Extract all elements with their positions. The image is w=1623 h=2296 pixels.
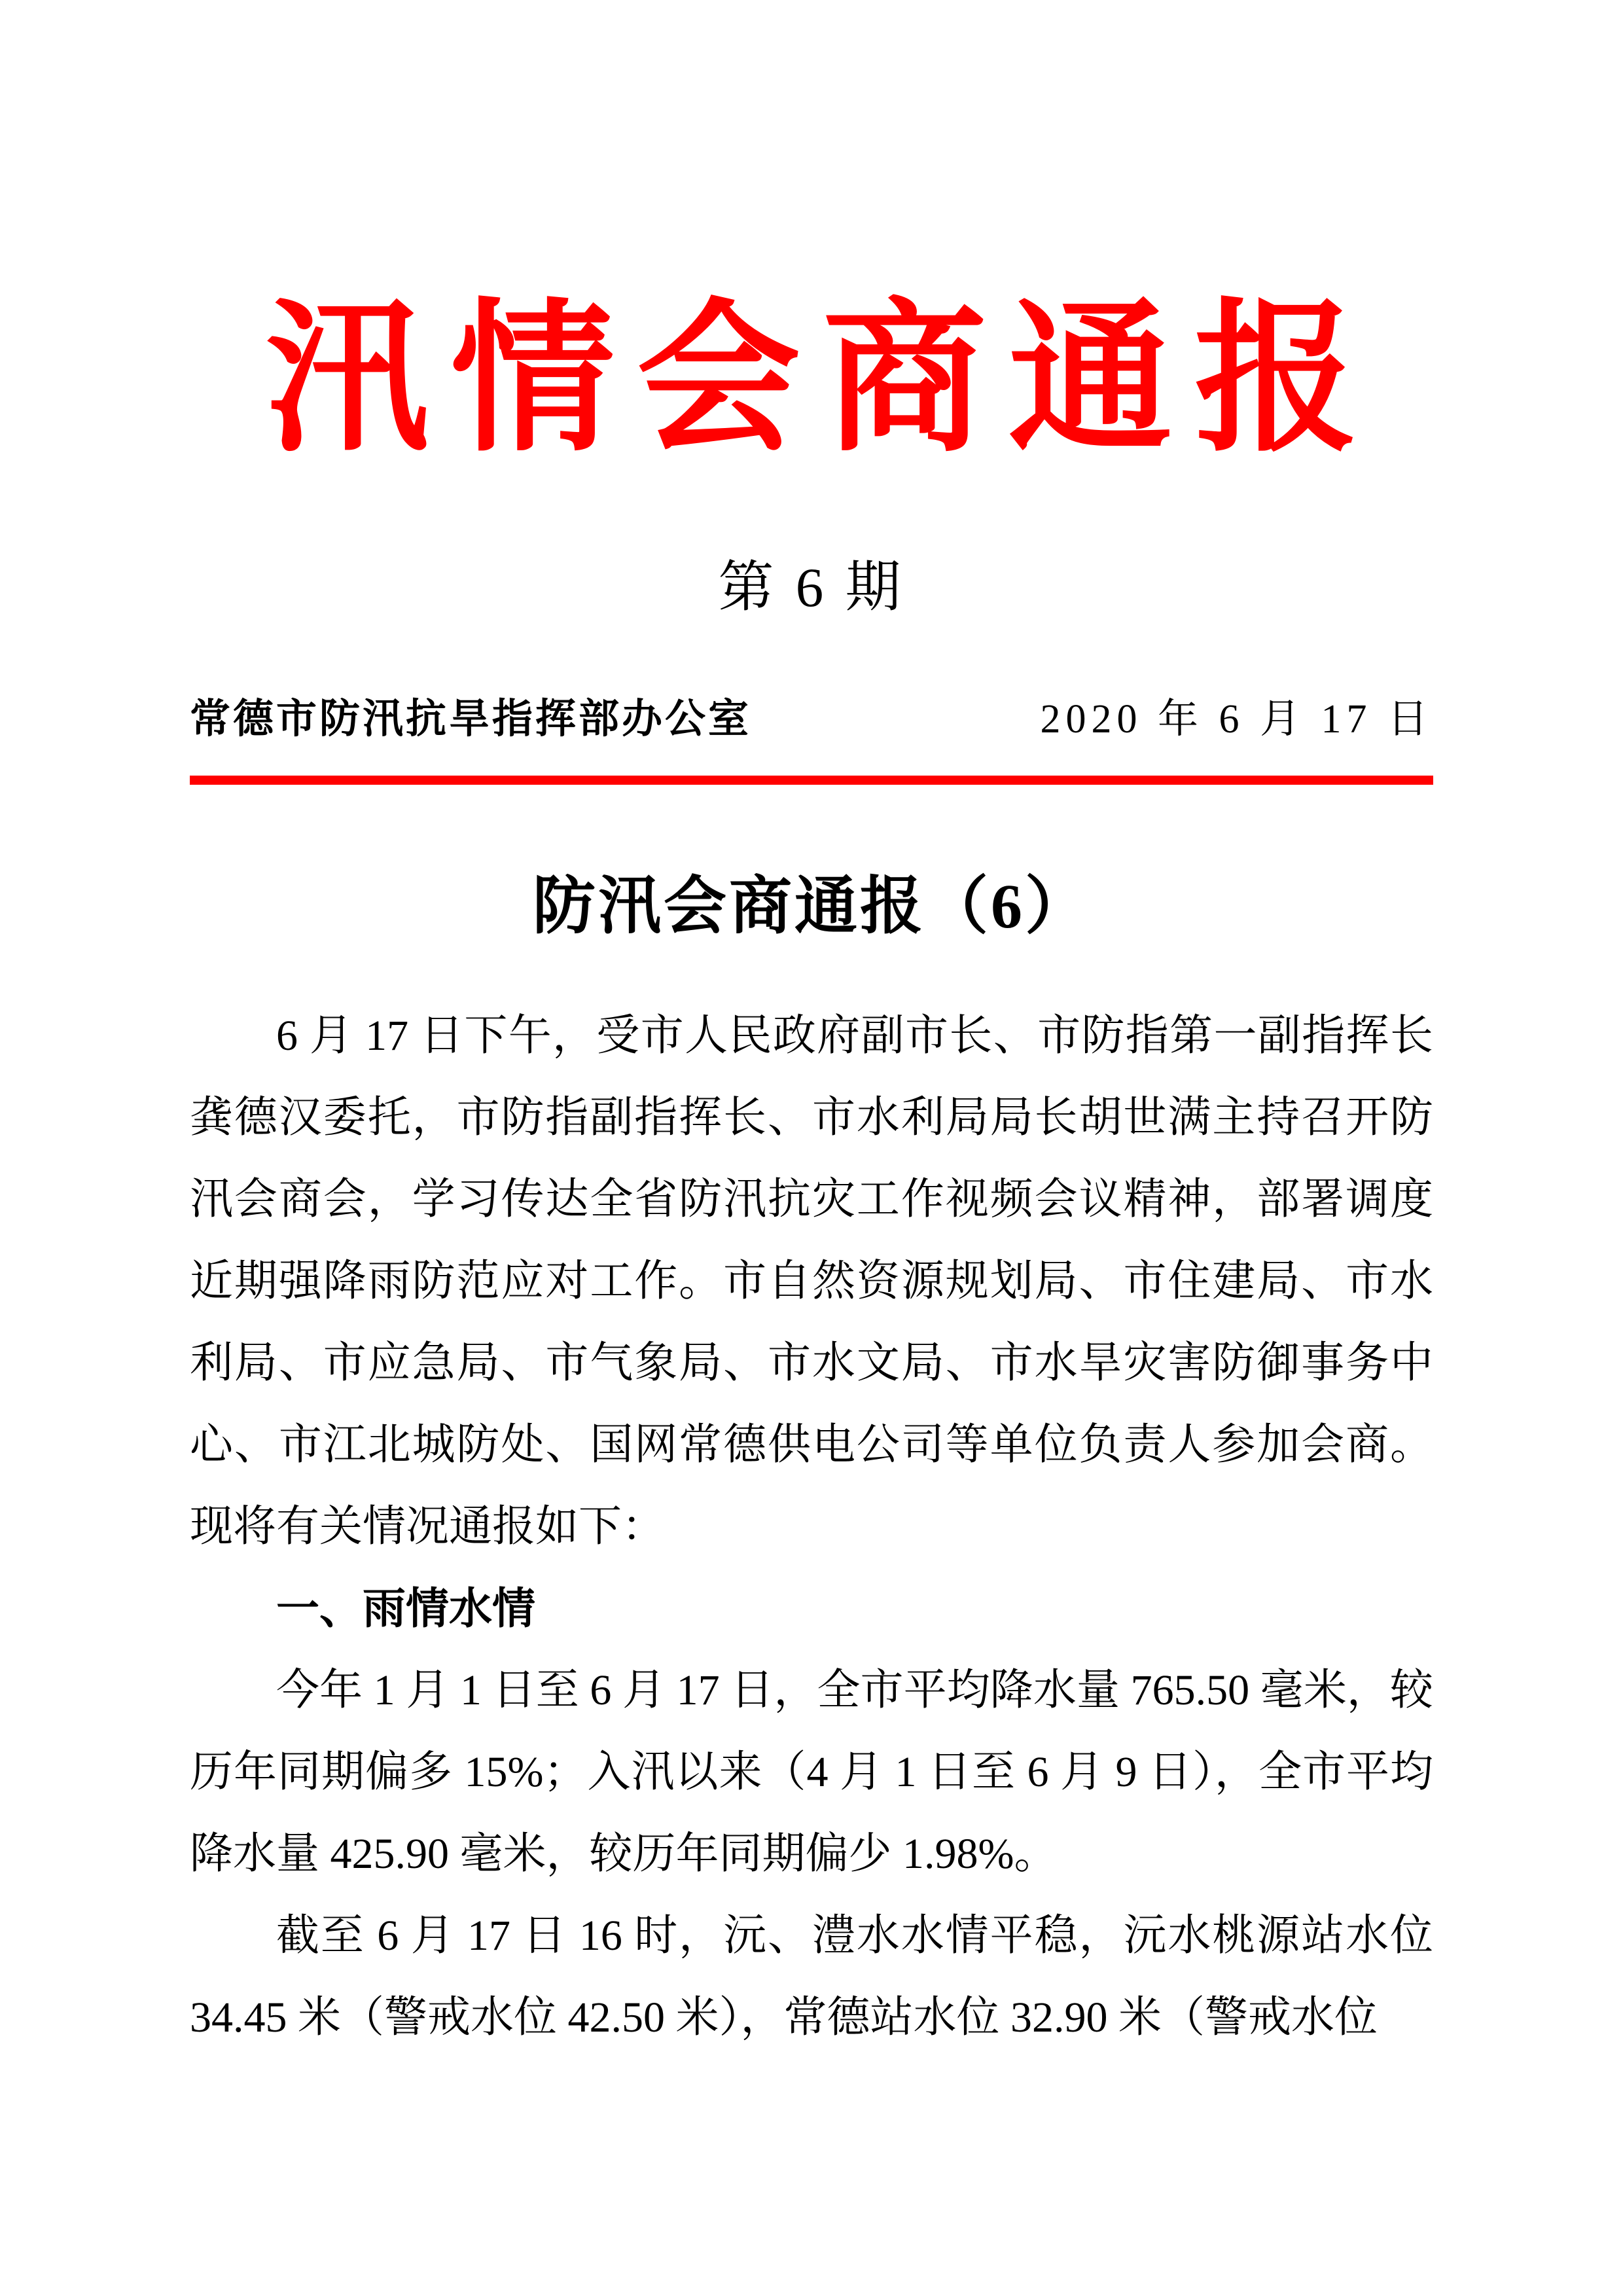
issuer-date-row — [190, 695, 1433, 744]
issue-number: 第 6 期 — [718, 557, 905, 619]
document-title: 防汛会商通报（6） — [533, 871, 1090, 941]
issue-date: 2020 年 6 月 17 日 — [1040, 697, 1433, 742]
section-heading-rain-water: 一、雨情水情 — [276, 1584, 535, 1632]
document-body — [190, 995, 1433, 2058]
issuer-name: 常德市防汛抗旱指挥部办公室 — [190, 697, 752, 742]
masthead-title: 汛情会商通报 — [265, 281, 1380, 474]
paragraph-meeting-overview: 6 月 17 日下午，受市人民政府副市长、市防指第一副指挥长龚德汉委托，市防指副指挥长、市水利局局长胡世满主持召开防汛会商会，学习传达全省防汛抗灾工作视频会议精神，部署调度近期强降雨防范应对工作。市自然资源规划局、市住建局、市水利局、市应急局、市气象局、市水文局、市水旱灾害防御事务中心、市江北城防处、国网常德供电公司等单位负责人参加会商。现将有关情况通报如下： — [190, 1012, 1433, 1551]
paragraph-river-levels: 截至 6 月 17 日 16 时，沅、澧水水情平稳，沅水桃源站水位 34.45 米（警戒水位 42.50 米），常德站水位 32.90 米（警戒水位 — [190, 1912, 1433, 2041]
paragraph-rainfall-stats: 今年 1 月 1 日至 6 月 17 日，全市平均降水量 765.50 毫米，较历年同期偏多 15%；入汛以来（4 月 1 日至 6 月 9 日），全市平均降水量 425.90 毫米，较历年同期偏少 1.98%。 — [190, 1666, 1433, 1878]
red-divider-rule — [190, 776, 1433, 785]
